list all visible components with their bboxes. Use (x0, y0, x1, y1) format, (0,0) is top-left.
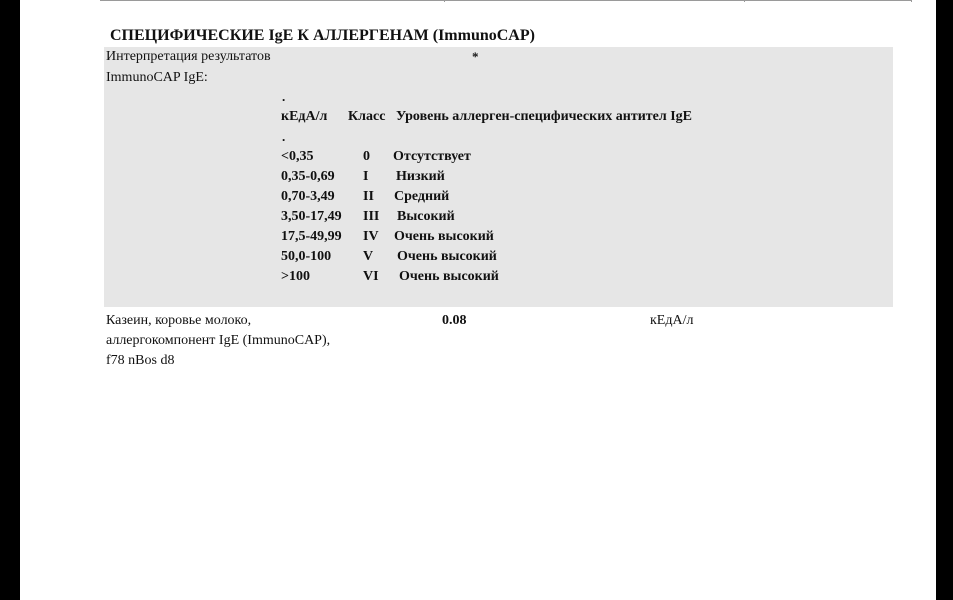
interpretation-label: Интерпретация результатов (106, 49, 271, 64)
scale-class: I (363, 169, 369, 184)
scale-level: Средний (394, 189, 450, 204)
table-column-divider (911, 0, 912, 2)
table-column-divider (444, 0, 445, 2)
result-row (106, 311, 906, 381)
scale-level: Очень высокий (397, 249, 497, 264)
scale-level: Низкий (396, 169, 445, 184)
dot-marker: . (282, 89, 286, 104)
table-column-divider (744, 0, 745, 2)
scale-class: IV (363, 229, 379, 244)
scale-level: Очень высокий (394, 229, 494, 244)
document-page (20, 0, 936, 600)
scale-range: 0,70-3,49 (281, 189, 335, 204)
analyte-name (106, 311, 396, 371)
result-unit: кЕдА/л (650, 313, 694, 328)
scale-level: Высокий (397, 209, 455, 224)
scale-header-class: Класс (348, 109, 386, 124)
scale-range: 3,50-17,49 (281, 209, 342, 224)
scale-class: III (363, 209, 380, 224)
dot-marker: . (282, 129, 286, 144)
analyte-name-line: f78 nBos d8 (106, 353, 175, 368)
section-title: СПЕЦИФИЧЕСКИЕ IgE К АЛЛЕРГЕНАМ (ImmunoCAP) (110, 27, 535, 44)
scale-header-level: Уровень аллерген-специфических антител IgE (396, 109, 693, 124)
scale-range: >100 (281, 269, 310, 284)
scale-class: II (363, 189, 374, 204)
scale-range: 50,0-100 (281, 249, 332, 264)
scale-range: 0,35-0,69 (281, 169, 335, 184)
scale-class: V (363, 249, 374, 264)
scale-level: Отсутствует (393, 149, 471, 164)
scale-header-unit: кЕдА/л (281, 109, 328, 124)
scale-range: 17,5-49,99 (281, 229, 342, 244)
result-value: 0.08 (442, 313, 467, 328)
table-top-border (100, 0, 912, 1)
interpretation-label: ImmunoCAP IgE: (106, 70, 208, 85)
scale-level: Очень высокий (399, 269, 499, 284)
scale-range: <0,35 (281, 149, 314, 164)
analyte-name-line: Казеин, коровье молоко, (106, 313, 252, 328)
interpretation-marker: * (472, 49, 479, 64)
interpretation-box (104, 47, 893, 307)
analyte-name-line: аллергокомпонент IgE (ImmunoCAP), (106, 333, 331, 348)
scale-class: VI (363, 269, 379, 284)
scale-class: 0 (363, 149, 370, 164)
